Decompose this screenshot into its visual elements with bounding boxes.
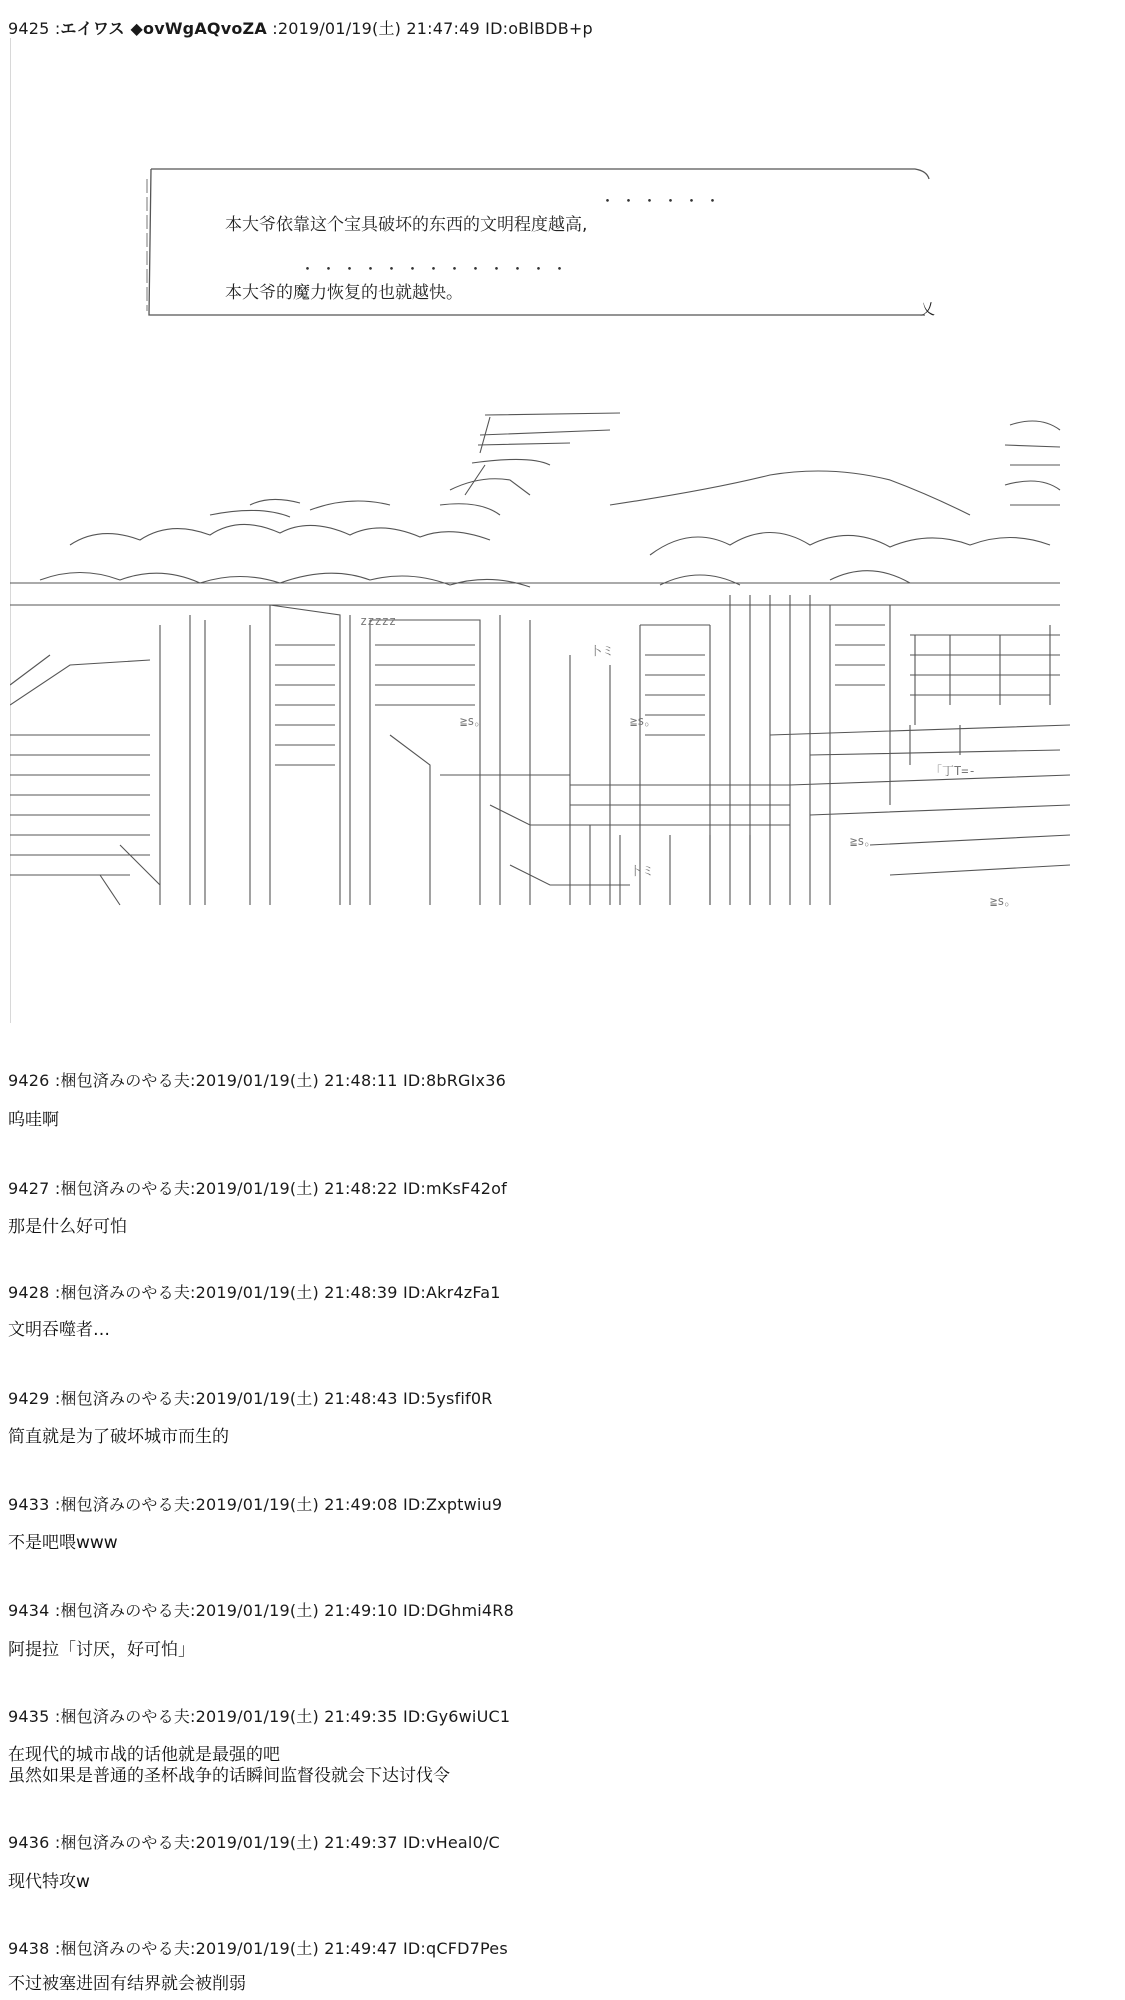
post-meta: :2019/01/19(土) 21:48:39 ID:Akr4zFa1 (190, 1283, 501, 1302)
post-number[interactable]: 9435 (8, 1707, 50, 1726)
post-body-9435 (8, 1745, 450, 1787)
poster-name: 梱包済みのやる夫 (60, 1833, 191, 1852)
post-meta: :2019/01/19(土) 21:48:43 ID:5ysfif0R (190, 1389, 493, 1408)
post-meta: :2019/01/19(土) 21:49:10 ID:DGhmi4R8 (190, 1601, 514, 1620)
post-body-9434 (8, 1640, 195, 1661)
poster-name: エイワス ◆ovWgAQvoZA (60, 19, 267, 38)
svg-text:「丁T=-: 「丁T=- (930, 764, 976, 778)
post-header-9438: 9438 :梱包済みのやる夫:2019/01/19(土) 21:49:47 ID:qCFD7Pes (8, 1939, 508, 1958)
speech-tail: 乂 (920, 300, 936, 318)
post-number[interactable]: 9428 (8, 1283, 50, 1302)
speech-line: 本大爷的魔力恢复的也就越快。 (225, 283, 463, 303)
svg-text:zzzzz: zzzzz (360, 614, 397, 628)
post-number[interactable]: 9425 (8, 19, 50, 38)
svg-text:≧s。: ≧s。 (460, 714, 487, 728)
post-text: 在现代的城市战的话他就是最强的吧 (8, 1745, 280, 1765)
post-text: 现代特攻w (8, 1872, 90, 1892)
post-text: 不是吧喂www (8, 1533, 118, 1553)
post-header-9433: 9433 :梱包済みのやる夫:2019/01/19(土) 21:49:08 ID:Zxptwiu9 (8, 1495, 503, 1514)
post-header-9427: 9427 :梱包済みのやる夫:2019/01/19(土) 21:48:22 ID:mKsF42of (8, 1179, 507, 1198)
post-header-9429: 9429 :梱包済みのやる夫:2019/01/19(土) 21:48:43 ID:5ysfif0R (8, 1389, 493, 1408)
svg-text:≧s。: ≧s。 (850, 834, 877, 848)
post-meta: :2019/01/19(土) 21:48:22 ID:mKsF42of (190, 1179, 507, 1198)
poster-name: 梱包済みのやる夫 (60, 1283, 191, 1302)
post-text: 阿提拉「讨厌，好可怕」 (8, 1640, 195, 1660)
poster-name: 梱包済みのやる夫 (60, 1071, 191, 1090)
post-meta: :2019/01/19(土) 21:49:08 ID:Zxptwiu9 (190, 1495, 503, 1514)
post-number[interactable]: 9426 (8, 1071, 50, 1090)
poster-name: 梱包済みのやる夫 (60, 1707, 191, 1726)
svg-text:卜ミ: 卜ミ (590, 644, 615, 658)
post-number[interactable]: 9427 (8, 1179, 50, 1198)
emphasis-dots: ・・・・・・ (600, 192, 727, 210)
post-meta: :2019/01/19(土) 21:49:47 ID:qCFD7Pes (190, 1939, 508, 1958)
post-header-9436: 9436 :梱包済みのやる夫:2019/01/19(土) 21:49:37 ID:vHeal0/C (8, 1833, 500, 1852)
emphasis-dots: ・・・・・・・・・・・・・ (300, 260, 574, 278)
post-body-9433 (8, 1533, 118, 1554)
post-text: 呜哇啊 (8, 1110, 59, 1130)
post-body-9436 (8, 1872, 90, 1893)
poster-name: 梱包済みのやる夫 (60, 1389, 191, 1408)
post-text: 文明吞噬者… (8, 1320, 110, 1340)
post-text: 虽然如果是普通的圣杯战争的话瞬间监督役就会下达讨伐令 (8, 1766, 450, 1786)
post-number[interactable]: 9433 (8, 1495, 50, 1514)
post-meta: :2019/01/19(土) 21:48:11 ID:8bRGIx36 (190, 1071, 506, 1090)
post-meta: :2019/01/19(土) 21:47:49 ID:oBlBDB+p (272, 19, 593, 38)
svg-text:≧s。: ≧s。 (630, 714, 657, 728)
post-body-9429 (8, 1427, 229, 1448)
post-meta: :2019/01/19(土) 21:49:37 ID:vHeal0/C (190, 1833, 500, 1852)
post-header-9435: 9435 :梱包済みのやる夫:2019/01/19(土) 21:49:35 ID:Gy6wiUC1 (8, 1707, 511, 1726)
post-header-9428: 9428 :梱包済みのやる夫:2019/01/19(土) 21:48:39 ID:Akr4zFa1 (8, 1283, 501, 1302)
svg-text:≧s。: ≧s。 (990, 894, 1017, 908)
post-header-9434: 9434 :梱包済みのやる夫:2019/01/19(土) 21:49:10 ID:DGhmi4R8 (8, 1601, 514, 1620)
post-text: 简直就是为了破坏城市而生的 (8, 1427, 229, 1447)
poster-name: 梱包済みのやる夫 (60, 1179, 191, 1198)
post-body-9438 (8, 1974, 246, 1995)
poster-name: 梱包済みのやる夫 (60, 1495, 191, 1514)
poster-name: 梱包済みのやる夫 (60, 1601, 191, 1620)
post-body-9428 (8, 1320, 110, 1341)
post-text: 那是什么好可怕 (8, 1217, 127, 1237)
post-text: 不过被塞进固有结界就会被削弱 (8, 1974, 246, 1994)
post-body-9427 (8, 1217, 127, 1238)
post-number[interactable]: 9436 (8, 1833, 50, 1852)
post-header-9425: 9425 :エイワス ◆ovWgAQvoZA :2019/01/19(土) 21:47:49 ID:oBlBDB+p (8, 19, 593, 38)
post-header-9426: 9426 :梱包済みのやる夫:2019/01/19(土) 21:48:11 ID:8bRGIx36 (8, 1071, 506, 1090)
post-number[interactable]: 9434 (8, 1601, 50, 1620)
post-number[interactable]: 9438 (8, 1939, 50, 1958)
post-number[interactable]: 9429 (8, 1389, 50, 1408)
speech-line: 本大爷依靠这个宝具破坏的东西的文明程度越高, (225, 215, 588, 235)
svg-text:卜ミ: 卜ミ (630, 864, 655, 878)
post-body-9426 (8, 1110, 59, 1131)
post-meta: :2019/01/19(土) 21:49:35 ID:Gy6wiUC1 (190, 1707, 511, 1726)
poster-name: 梱包済みのやる夫 (60, 1939, 191, 1958)
city-ascii-art (10, 405, 1070, 920)
